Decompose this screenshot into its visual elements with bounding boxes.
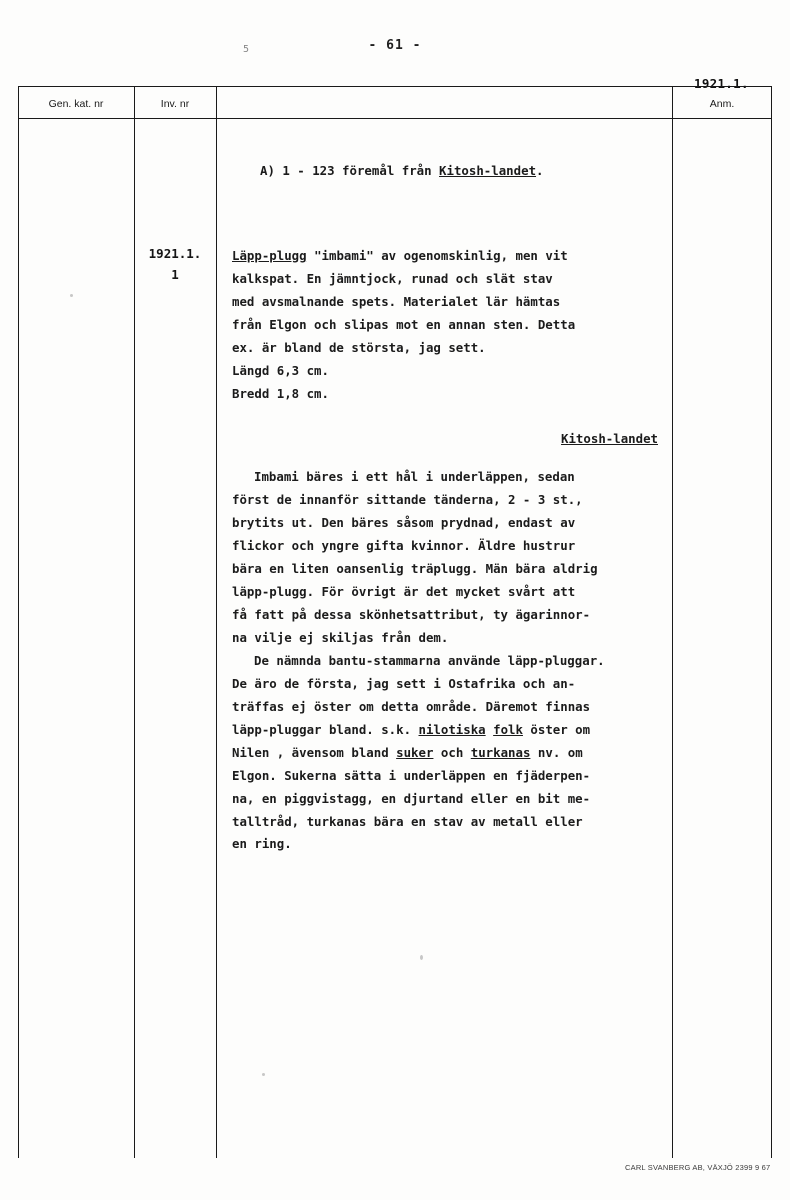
paragraph-two-line-2: De äro de första, jag sett i Ostafrika och an- [232,675,576,691]
inventory-number-line1: 1921.1. [148,246,202,261]
page-number: - 61 - [368,38,422,53]
p2l5-term-turkanas: turkanas [470,744,531,760]
object-measurement-length: Längd 6,3 cm. [232,362,329,378]
p2l4-c: öster om [522,721,591,737]
paragraph-one-line-3: brytits ut. Den bäres såsom prydnad, endast av [232,515,576,531]
paragraph-two-line-4 [232,719,664,742]
entry-title [232,160,664,183]
year-stamp: 1921.1. [694,76,749,91]
column-divider-3 [672,86,673,1158]
paragraph-one-line-1: Imbami bäres i ett hål i underläppen, sedan [254,469,575,485]
p2l5-b: och [433,744,471,760]
paragraph-one-line-5: bära en liten oansenlig träplugg. Män bära aldrig [232,561,598,577]
section-heading [232,428,664,451]
p2l5-c: nv. om [530,744,583,760]
p2l4-b [486,722,493,737]
paragraph-two [232,650,664,856]
paragraph-one [232,466,664,650]
object-description-rest: "imbami" av ogenomskinlig, men vit [306,247,568,263]
section-heading-text: Kitosh-landet [561,430,658,446]
inventory-number [134,244,216,285]
p2l5-a: Nilen , ävensom bland [232,744,397,760]
entry-title-place: Kitosh-landet [439,163,537,178]
object-description-line-2: kalkspat. En jämntjock, runad och slät stav [232,270,553,286]
entry-body [232,160,664,856]
paragraph-two-line-7: na, en piggvistagg, en djurtand eller en bit me- [232,790,591,806]
p2l4-term-nilotiska: nilotiska [418,721,486,737]
object-description [232,245,664,406]
paragraph-two-line-9: en ring. [232,836,292,852]
paragraph-one-line-8: na vilje ej skiljas från dem. [232,630,449,645]
paragraph-one-line-6: läpp-plugg. För övrigt är det mycket svårt att [232,584,576,600]
paragraph-two-line-1: De nämnda bantu-stammarna använde läpp-pluggar. [254,652,605,668]
object-measurement-width: Bredd 1,8 cm. [232,385,329,401]
printer-imprint: CARL SVANBERG AB, VÄXJÖ 2399 9 67 [625,1163,771,1172]
paragraph-one-line-4: flickor och yngre gifta kvinnor. Äldre hustrur [232,538,576,554]
paragraph-two-line-5 [232,742,664,765]
paper-speck [262,1073,265,1076]
entry-title-prefix: A) 1 - 123 föremål från [260,163,440,178]
object-description-line-3: med avsmalnande spets. Materialet lär hämtas [232,293,561,309]
stray-pencil-mark: 5 [243,44,250,55]
p2l5-term-suker: suker [396,744,434,760]
column-header-gen-kat-nr: Gen. kat. nr [48,98,104,110]
paragraph-two-line-3: träffas ej öster om detta område. Däremot finnas [232,698,591,714]
object-description-line-1 [232,245,664,268]
object-description-line-4: från Elgon och slipas mot en annan sten. Detta [232,316,576,332]
entry-title-suffix: . [536,163,544,178]
paragraph-two-line-8: talltråd, turkanas bära en stav av metall eller [232,813,583,829]
paper-speck [420,955,423,960]
inventory-number-line2: 1 [171,266,179,282]
column-divider-2 [216,86,217,1158]
object-term: Läpp-plugg [232,247,307,263]
paragraph-one-line-7: få fatt på dessa skönhetsattribut, ty ägarinnor- [232,607,591,623]
p2l4-term-folk: folk [493,721,523,737]
object-description-line-5: ex. är bland de största, jag sett. [232,339,486,355]
column-header-anm: Anm. [709,98,735,110]
p2l4-a: läpp-pluggar bland. s.k. [232,721,419,737]
paper-speck [70,294,73,297]
paragraph-one-line-2: först de innanför sittande tänderna, 2 - 3 st., [232,492,583,508]
column-header-inv-nr: Inv. nr [160,98,190,110]
paragraph-two-line-6: Elgon. Sukerna sätta i underläppen en fjäderpen- [232,767,591,783]
